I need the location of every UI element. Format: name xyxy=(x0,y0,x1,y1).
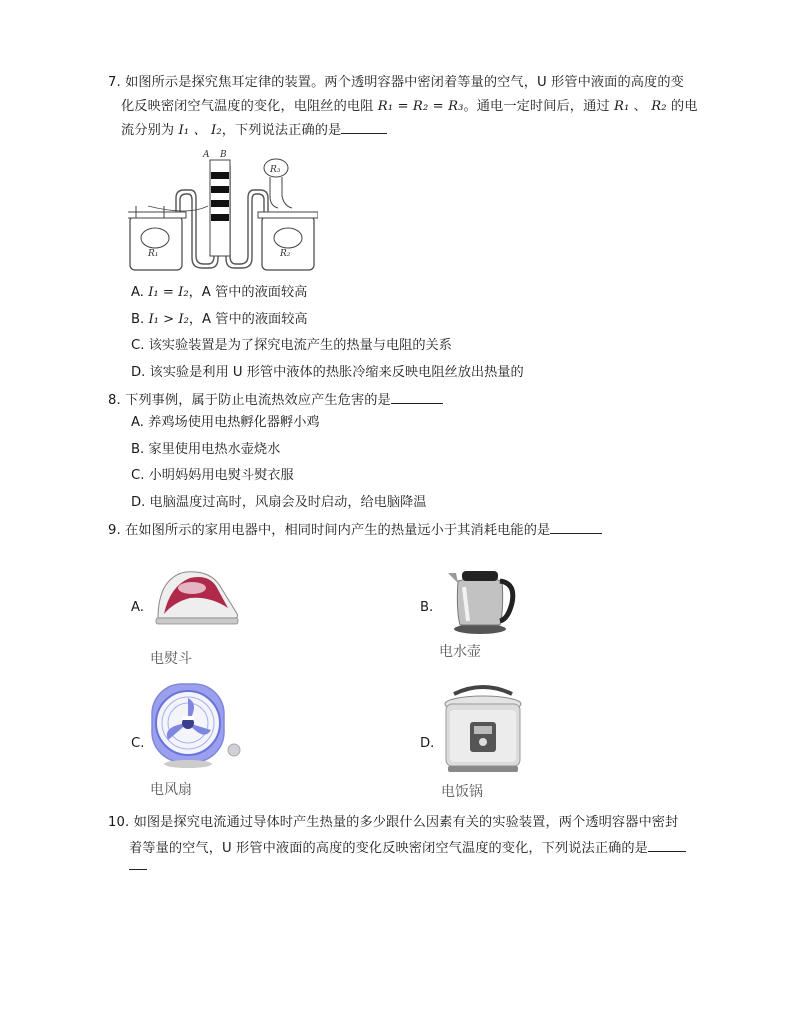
q10-stem-line1: 10. 如图是探究电流通过导体时产生热量的多少跟什么因素有关的实验装置，两个透明容器中密封 xyxy=(108,815,679,830)
rice-cooker-image xyxy=(440,682,526,776)
q9-option-a-letter[interactable]: A. xyxy=(131,600,144,615)
q7-option-c[interactable]: C. 该实验装置是为了探究电流产生的热量与电阻的关系 xyxy=(131,338,452,353)
q9-caption-rice-cooker: 电饭锅 xyxy=(441,784,483,800)
q7-joule-apparatus-diagram xyxy=(128,146,318,272)
q8-option-b[interactable]: B. 家里使用电热水壶烧水 xyxy=(131,442,281,457)
q7-stem-line3: 流分别为 I₁ 、 I₂，下列说法正确的是 xyxy=(121,121,387,140)
electric-kettle-image xyxy=(446,559,518,637)
q8-stem: 8. 下列事例，属于防止电流热效应产生危害的是 xyxy=(108,391,443,410)
q7-answer-blank xyxy=(341,121,387,134)
q7-label-r2: R₂ xyxy=(280,249,291,259)
q7-label-r3: R₃ xyxy=(270,165,281,175)
q9-caption-iron: 电熨斗 xyxy=(150,651,192,667)
q9-option-c-letter[interactable]: C. xyxy=(131,736,145,751)
q7-option-a[interactable]: A. I₁ = I₂，A 管中的液面较高 xyxy=(131,285,308,300)
q7-label-r1: R₁ xyxy=(148,249,159,259)
q10-answer-blank-continued xyxy=(129,857,147,876)
q10-stem-line2: 着等量的空气，U 形管中液面的高度的变化反映密闭空气温度的变化，下列说法正确的是 xyxy=(129,839,686,858)
q8-option-d[interactable]: D. 电脑温度过高时，风扇会及时启动，给电脑降温 xyxy=(131,495,427,510)
electric-iron-image xyxy=(150,556,242,632)
q8-option-c[interactable]: C. 小明妈妈用电熨斗熨衣服 xyxy=(131,468,294,483)
q7-current-symbols: I₁ 、 I₂ xyxy=(178,123,222,138)
q7-stem-line2: 化反映密闭空气温度的变化，电阻丝的电阻 R₁ = R₂ = R₃。通电一定时间后，通过 R₁ 、 R₂ 的电 xyxy=(121,99,698,114)
q7-label-a: A xyxy=(203,150,210,160)
q7-label-b: B xyxy=(220,150,227,160)
q7-resistance-formula: R₁ = R₂ = R₃ xyxy=(377,99,464,114)
q9-answer-blank xyxy=(550,521,602,534)
q9-option-b-letter[interactable]: B. xyxy=(420,600,434,615)
q9-caption-fan: 电风扇 xyxy=(150,782,192,798)
q7-option-b[interactable]: B. I₁ > I₂，A 管中的液面较高 xyxy=(131,312,308,327)
q9-caption-kettle: 电水壶 xyxy=(439,644,481,660)
q10-answer-blank xyxy=(648,839,686,852)
electric-fan-image xyxy=(148,680,244,772)
q7-stem-line1: 7. 如图所示是探究焦耳定律的装置。两个透明容器中密闭着等量的空气，U 形管中液面的高度的变 xyxy=(108,75,684,90)
q8-option-a[interactable]: A. 养鸡场使用电热孵化器孵小鸡 xyxy=(131,415,320,430)
q7-option-d[interactable]: D. 该实验是利用 U 形管中液体的热胀冷缩来反映电阻丝放出热量的 xyxy=(131,365,524,380)
q9-option-d-letter[interactable]: D. xyxy=(420,736,435,751)
q8-answer-blank xyxy=(391,391,443,404)
q9-stem: 9. 在如图所示的家用电器中，相同时间内产生的热量远小于其消耗电能的是 xyxy=(108,521,602,540)
